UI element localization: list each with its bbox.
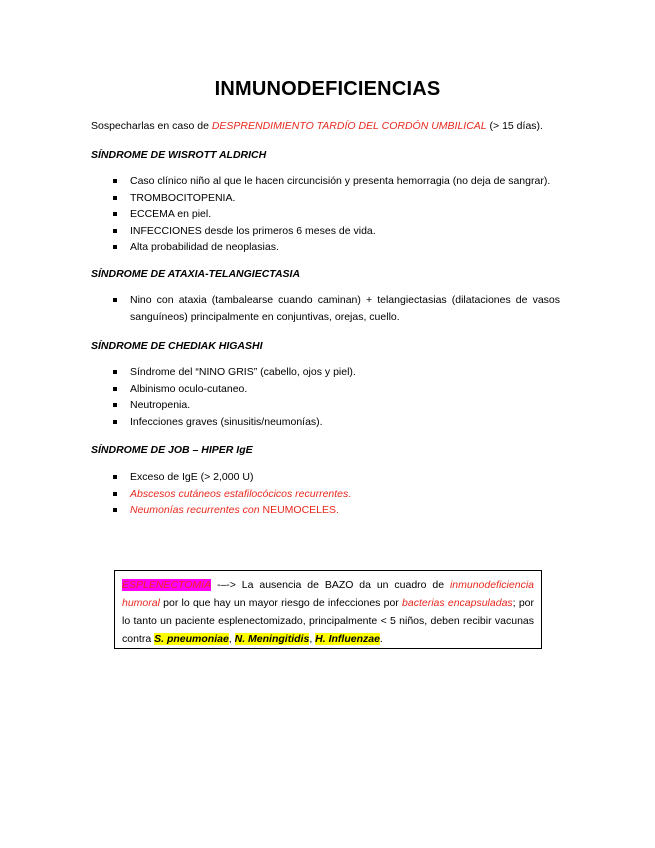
list-ataxia <box>111 292 560 326</box>
vaccine-meningitidis: N. Meningitidis <box>234 633 310 645</box>
list-item: Exceso de IgE (> 2,000 U) <box>111 469 560 486</box>
list-job <box>111 469 560 519</box>
item-italic-text: Neumonías recurrentes con <box>130 504 263 516</box>
list-item: Albinismo oculo-cutaneo. <box>111 381 560 398</box>
list-item: INFECCIONES desde los primeros 6 meses de vida. <box>111 223 560 240</box>
list-item: TROMBOCITOPENIA. <box>111 190 560 207</box>
item-italic-text: Abscesos cutáneos estafilocócicos recurrentes <box>130 487 349 500</box>
splenectomy-label: ESPLENECTOMÍA <box>122 579 212 591</box>
list-item-red <box>111 486 560 503</box>
intro-suffix: (> 15 días). <box>486 120 543 132</box>
vaccine-pneumoniae: S. pneumoniae <box>154 633 229 645</box>
box-term-bacteria: bacterias encapsuladas <box>402 597 513 609</box>
box-mid-text-1: por lo que hay un mayor riesgo de infecciones por <box>159 597 403 609</box>
list-item: Infecciones graves (sinusitis/neumonías). <box>111 414 560 431</box>
list-item: Síndrome del “NINO GRIS” (cabello, ojos y piel). <box>111 364 560 381</box>
list-item: Nino con ataxia (tambalearse cuando caminan) + telangiectasias (dilataciones de vasos sanguíneos) principalmente en conjuntivas, orejas, cuello. <box>111 292 560 326</box>
box-arrow-text: -–-> La ausencia de BAZO da un cuadro de <box>211 579 450 591</box>
list-item-red <box>111 502 560 519</box>
intro-highlight: DESPRENDIMIENTO TARDÍO DEL CORDÓN UMBILICAL <box>211 120 487 132</box>
item-plain-text: NEUMOCELES. <box>262 504 339 516</box>
vaccine-influenzae: H. Influenzae <box>315 633 380 645</box>
box-term-humoral: inmunodeficiencia humoral <box>122 579 534 609</box>
intro-prefix: Sospecharlas en caso de <box>91 120 212 132</box>
list-item: ECCEMA en piel. <box>111 206 560 223</box>
page-title: INMUNODEFICIENCIAS <box>214 78 441 100</box>
section-heading-ataxia: SÍNDROME DE ATAXIA-TELANGIECTASIA <box>91 268 301 280</box>
vaccine-separator: , <box>228 633 235 645</box>
box-mid-text-2: ; por lo tanto un paciente esplenectomizado, principalmente < 5 niños, deben recibir vacunas contra <box>122 597 534 645</box>
section-heading-wiskott: SÍNDROME DE WISROTT ALDRICH <box>91 149 267 161</box>
list-item: Caso clínico niño al que le hacen circuncisión y presenta hemorragia (no deja de sangrar). <box>111 173 560 190</box>
list-chediak <box>111 364 560 430</box>
box-end-text: . <box>379 633 383 645</box>
section-heading-chediak: SÍNDROME DE CHEDIAK HIGASHI <box>91 340 263 352</box>
intro-paragraph <box>91 120 543 132</box>
list-item: Neutropenia. <box>111 397 560 414</box>
vaccine-separator: , <box>309 633 316 645</box>
section-heading-job: SÍNDROME DE JOB – HIPER IgE <box>91 444 253 456</box>
splenectomy-note-box <box>114 570 542 649</box>
list-item: Alta probabilidad de neoplasias. <box>111 239 560 256</box>
list-wiskott <box>111 173 560 256</box>
item-plain-text: . <box>348 487 352 500</box>
